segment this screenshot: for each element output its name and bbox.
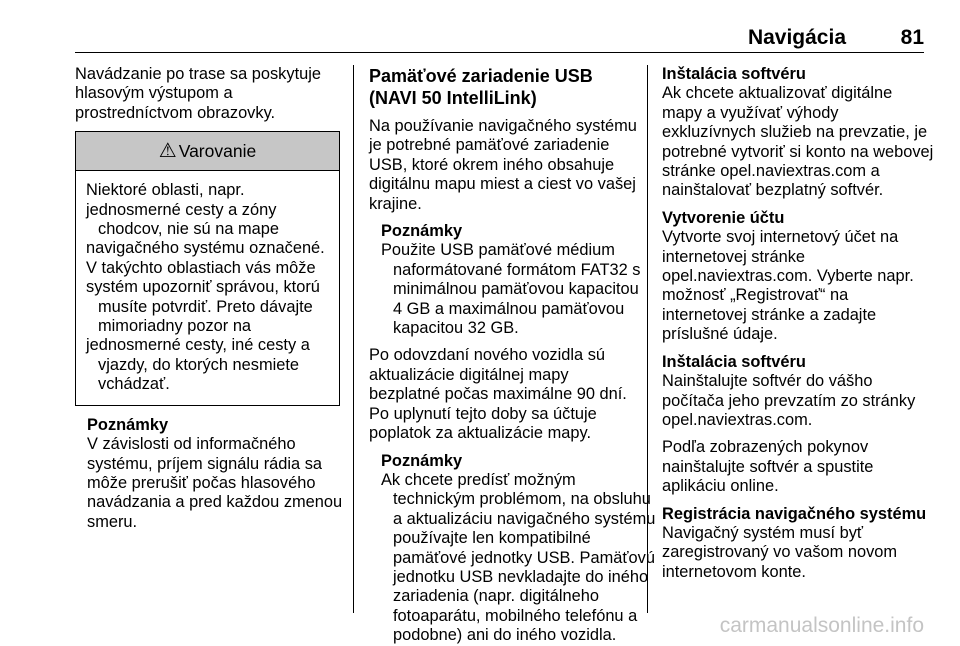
column-middle: [369, 65, 656, 646]
text-line: digitálnu mapu miest a ciest vo vašej: [369, 175, 636, 194]
column-divider: [353, 65, 354, 613]
text-line: potrebné vytvoriť si konto na webovej: [662, 142, 934, 161]
paragraph: [662, 372, 932, 430]
warning-header: [76, 132, 339, 171]
text-line: nainštalovať bezplatný softvér.: [662, 181, 884, 200]
text-line: prostredníctvom obrazovky.: [75, 103, 276, 122]
text-line: Použite USB pamäťové médium: [381, 241, 615, 260]
subsection-title: Vytvorenie účtu: [662, 208, 785, 227]
text-line: možnosť „Registrovať“ na: [662, 286, 849, 305]
text-line: príslušné údaje.: [662, 325, 778, 344]
column-right: [662, 65, 932, 590]
text-line: je potrebné pamäťové zariadenie: [369, 136, 610, 155]
text-line: jednosmerné cesty, iné cesty a: [86, 336, 310, 355]
text-line: Nainštalujte softvér do vášho: [662, 372, 873, 391]
text-line: počítača jeho prevzatím zo stránky: [662, 391, 916, 410]
text-line: jednotku USB nevkladajte do iného: [393, 567, 649, 586]
text-line: systému, príjem signálu rádia sa: [87, 454, 323, 473]
text-line: Niektoré oblasti, napr.: [86, 181, 245, 200]
watermark: carmanualsonline.info: [719, 614, 924, 637]
text-line: Na používanie navigačného systému: [369, 117, 637, 135]
column-divider: [647, 65, 648, 613]
text-line: nainštalujte softvér a spustite: [662, 457, 874, 476]
warning-triangle-icon: ⚠: [158, 139, 177, 162]
section-title: Pamäťové zariadenie USB: [369, 66, 593, 86]
subsection: [662, 353, 932, 497]
subsection: [662, 209, 932, 345]
text-line: Navádzanie po trase sa poskytuje: [75, 65, 322, 83]
text-line: môže prerušiť počas hlasového: [87, 473, 316, 492]
text-line: navigačného systému označené.: [86, 239, 325, 258]
text-line: zaregistrovaný vo vašom novom: [662, 543, 898, 562]
text-line: fotoaparátu, mobilného telefónu a: [393, 606, 638, 625]
page-number: 81: [900, 26, 924, 49]
section-heading: [369, 65, 637, 109]
text-line: stránke opel.naviextras.com a: [662, 162, 880, 181]
text-line: systém upozorniť správou, ktorú: [86, 278, 320, 297]
warning-body: [76, 171, 339, 404]
text-line: smeru.: [87, 512, 138, 531]
paragraph: [369, 117, 637, 214]
text-line: používajte len kompatibilné: [393, 529, 591, 548]
text-line: a aktualizáciu navigačného systému: [393, 509, 656, 528]
text-line: musíte potvrdiť. Preto dávajte: [98, 297, 313, 316]
subsection-title: Inštalácia softvéru: [662, 65, 806, 83]
text-line: technickým problémom, na obsluhu: [393, 490, 651, 509]
page-header: [75, 0, 924, 53]
text-line: vchádzať.: [98, 375, 170, 394]
text-line: Po odovzdaní nového vozidla sú: [369, 346, 606, 365]
text-line: Ak chcete aktualizovať digitálne: [662, 84, 893, 103]
text-line: krajine.: [369, 194, 422, 213]
page-title: Navigácia: [747, 26, 846, 49]
text-line: zariadenia (napr. digitálneho: [393, 587, 599, 606]
text-line: podobne) ani do iného vozidla.: [393, 626, 617, 645]
text-line: internetovom konte.: [662, 562, 806, 581]
warning-box: [75, 131, 340, 405]
text-line: 4 GB a maximálnou pamäťovou: [393, 299, 625, 318]
note-block: [75, 415, 343, 532]
text-line: naformátované formátom FAT32 s: [393, 260, 641, 279]
text-line: Podľa zobrazených pokynov: [662, 438, 869, 457]
warning-title: Varovanie: [178, 140, 257, 161]
column-left: [75, 65, 343, 532]
text-line: Navigačný systém musí byť: [662, 523, 864, 542]
subsection: [662, 65, 932, 201]
text-line: V takýchto oblastiach vás môže: [86, 258, 316, 277]
text-line: mimoriadny pozor na: [98, 317, 252, 336]
note-title: Poznámky: [87, 415, 169, 434]
note-block: [369, 451, 656, 646]
text-line: opel.naviextras.com. Vyberte napr.: [662, 267, 914, 286]
text-line: hlasovým výstupom a: [75, 84, 233, 103]
text-line: aktualizácie digitálnej mapy: [369, 365, 569, 384]
text-line: exkluzívnych služieb na prevzatie, je: [662, 123, 928, 142]
subsection-title: Inštalácia softvéru: [662, 352, 806, 371]
text-line: poplatok za aktualizácie mapy.: [369, 424, 592, 443]
note-block: [369, 222, 641, 338]
text-line: vjazdy, do ktorých nesmiete: [98, 355, 300, 374]
paragraph: [662, 438, 932, 496]
text-line: aplikáciu online.: [662, 477, 779, 496]
text-line: bezplatné počas maximálne 90 dní.: [369, 385, 627, 404]
intro-paragraph: [75, 65, 340, 123]
text-line: internetovej stránke a zadajte: [662, 305, 877, 324]
subsection-title: Registrácia navigačného systému: [662, 504, 927, 523]
text-line: Po uplynutí tejto doby sa účtuje: [369, 404, 597, 423]
text-line: chodcov, nie sú na mape: [98, 220, 280, 239]
text-line: minimálnou pamäťovou kapacitou: [393, 280, 639, 299]
text-line: USB, ktoré okrem iného obsahuje: [369, 155, 615, 174]
note-title: Poznámky: [381, 451, 463, 470]
text-line: internetovej stránke: [662, 247, 806, 266]
text-line: Vytvorte svoj internetový účet na: [662, 228, 899, 247]
text-line: kapacitou 32 GB.: [393, 319, 519, 338]
text-line: V závislosti od informačného: [87, 435, 296, 454]
text-line: navádzania a pred každou zmenou: [87, 493, 343, 512]
text-line: opel.naviextras.com.: [662, 410, 813, 429]
subsection: [662, 505, 932, 583]
text-line: jednosmerné cesty a zóny: [86, 200, 277, 219]
section-title: (NAVI 50 IntelliLink): [369, 88, 537, 108]
note-title: Poznámky: [381, 222, 463, 241]
text-line: pamäťové jednotky USB. Pamäťovú: [393, 548, 655, 567]
text-line: mapy a využívať výhody: [662, 103, 839, 122]
paragraph: [369, 346, 637, 443]
text-line: Ak chcete predísť možným: [381, 470, 576, 489]
